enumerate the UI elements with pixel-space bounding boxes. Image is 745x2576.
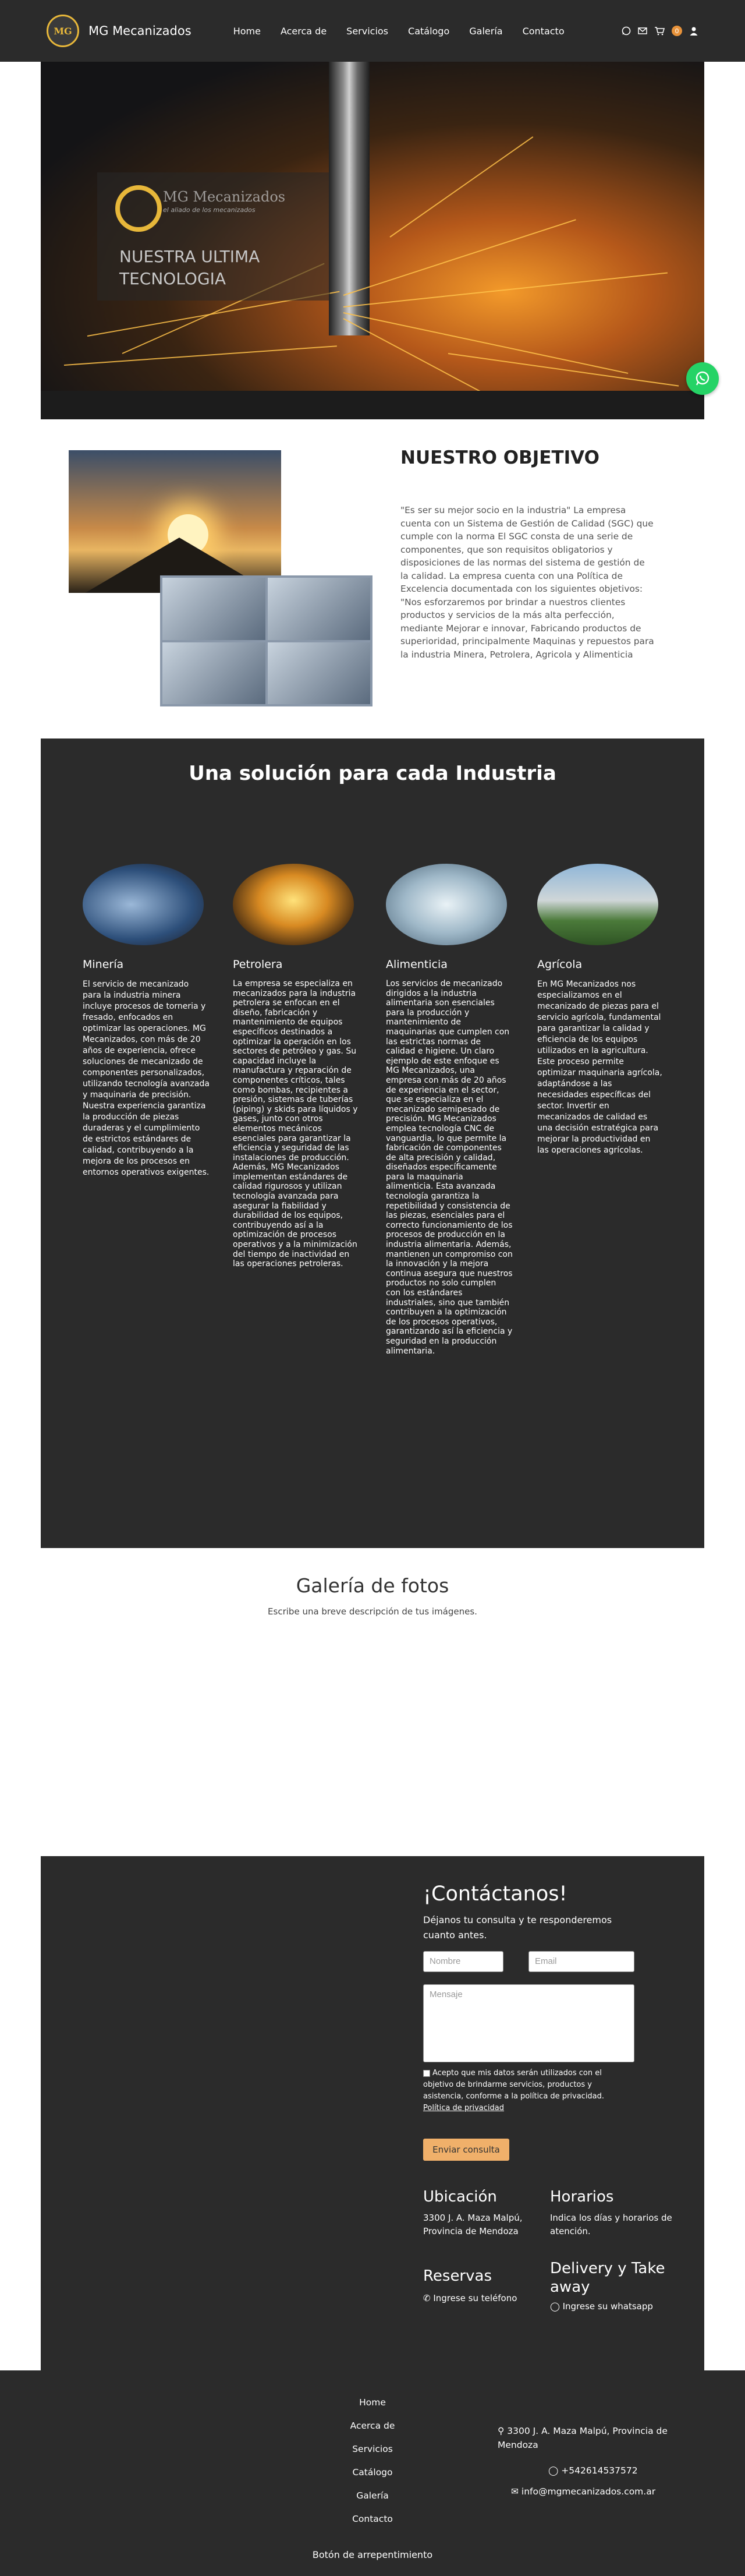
footer-link-contacto[interactable]: Contacto: [352, 2514, 393, 2524]
hero-tagline: el aliado de los mecanizados: [163, 206, 256, 214]
gear-icon: [115, 185, 162, 232]
nav-acerca-de[interactable]: Acerca de: [280, 25, 327, 37]
location-title: Ubicación: [423, 2188, 497, 2206]
industry-title: Una solución para cada Industria: [189, 762, 556, 785]
nav-home[interactable]: Home: [233, 25, 261, 37]
delivery-title: Delivery y Take away: [550, 2260, 665, 2296]
mail-icon[interactable]: [638, 27, 647, 35]
name-input[interactable]: Nombre: [423, 1951, 503, 1972]
mineria-image: [83, 864, 204, 945]
logo-text: MG: [54, 25, 72, 37]
footer-email-row: [511, 2485, 697, 2499]
delivery-text[interactable]: Ingrese su whatsapp: [562, 2301, 653, 2312]
industry-text: En MG Mecanizados nos especializamos en el mecanizado de piezas para el servicio agrícola, fundamental para garantizar la calidad y eficiencia de los equipos utilizados en la agricultura. Este proceso permite optimizar maquinaria agrícola, adaptándose a las necesidades específicas del sector. Invertir en mecanizados de calidad es una decisión estratégica para mejorar la productividad en las operaciones agrícolas.: [537, 980, 662, 1155]
footer-phone-row: [548, 2464, 688, 2478]
consent-text: Acepto que mis datos serán utilizados con el objetivo de brindarme servicios, productos y asistencia, conforme a la política de privacidad.: [423, 2069, 605, 2101]
gallery-title: Galería de fotos: [296, 1574, 449, 1597]
whatsapp-icon: ◯: [548, 2465, 562, 2476]
industry-section: [41, 738, 704, 1548]
industry-column-alimenticia: [386, 864, 513, 1356]
email-input[interactable]: Email: [528, 1951, 634, 1972]
consent-checkbox-row: [423, 2068, 621, 2114]
objective-title: NUESTRO OBJETIVO: [400, 447, 599, 468]
contact-section: [41, 1856, 704, 2372]
phone-icon: ✆: [423, 2293, 434, 2303]
user-icon[interactable]: [689, 26, 698, 36]
message-textarea[interactable]: Mensaje: [423, 1984, 634, 2062]
footer-phone[interactable]: +542614537572: [561, 2465, 638, 2476]
agricola-image: [537, 864, 658, 945]
industry-name: Petrolera: [233, 958, 283, 971]
nav-galeria[interactable]: Galería: [469, 25, 503, 37]
contact-subtitle: Déjanos tu consulta y te responderemos cuanto antes.: [423, 1914, 612, 1941]
alimenticia-image: [386, 864, 507, 945]
hero-watermark: MG Mecanizados: [163, 189, 286, 205]
industry-column-mineria: [83, 864, 210, 1178]
lathe-cylinder: [329, 62, 370, 335]
nav-catalogo[interactable]: Catálogo: [408, 25, 450, 37]
hero-image: [41, 62, 704, 391]
logo[interactable]: [47, 15, 79, 47]
hero-title: NUESTRA ULTIMA TECNOLOGIA: [119, 247, 260, 288]
industry-name: Minería: [83, 958, 124, 971]
footer-address: 3300 J. A. Maza Malpú, Provincia de Mendoza: [498, 2426, 668, 2450]
climbers-image: [69, 450, 281, 593]
industry-column-agricola: [537, 864, 664, 1156]
footer-address-row: [498, 2424, 672, 2452]
location-pin-icon: ⚲: [498, 2426, 508, 2436]
gallery-subtitle: Escribe una breve descripción de tus imágenes.: [268, 1606, 477, 1617]
cart-icon[interactable]: [654, 26, 665, 36]
objective-text: "Es ser su mejor socio en la industria" La empresa cuenta con un Sistema de Gestión de Calidad (SGC) que cumple con la norma El SGC consta de una serie de componentes, que son requisitos obligatorios y disposiciones de las normas del sistema de gestión de la calidad. La empresa cuenta con una Política de Excelencia documentada con los siguientes objetivos: "Nos esforzaremos por brindar a nuestros clientes productos y servicios de la más alta perfección, mediante Mejorar e innovar, Fabricando productos de superioridad, principalmente Maquinas y repuestos para la industria Minera, Petrolera, Agricola y Alimenticia: [400, 505, 654, 660]
nav-contacto[interactable]: Contacto: [522, 25, 565, 37]
brand-name[interactable]: MG Mecanizados: [88, 24, 191, 38]
whatsapp-icon: [694, 370, 711, 387]
footer-link-catalogo[interactable]: Catálogo: [352, 2467, 393, 2478]
privacy-policy-link[interactable]: Política de privacidad: [423, 2104, 504, 2112]
footer-email[interactable]: info@mgmecanizados.com.ar: [521, 2486, 656, 2497]
cart-count-badge: 0: [672, 26, 682, 36]
industry-text: El servicio de mecanizado para la industria minera incluye procesos de torneria y fresado, enfocados en optimizar las operaciones. MG Mecanizados, con más de 20 años de experiencia, ofrece soluciones de mecanizado de componentes personalizados, utilizando tecnología avanzada y maquinaria de precisión. Nuestra experiencia garantiza la producción de piezas duraderas y el cumplimiento de estrictos estándares de calidad, contribuyendo a la mejora de los procesos en entornos operativos exigentes.: [83, 980, 210, 1177]
whatsapp-float-button[interactable]: [686, 362, 719, 395]
contact-title: ¡Contáctanos!: [423, 1882, 567, 1906]
location-text: 3300 J. A. Maza Malpú, Provincia de Mendoza: [423, 2213, 523, 2236]
petrolera-image: [233, 864, 354, 945]
reservations-title: Reservas: [423, 2267, 492, 2285]
delivery-row: [550, 2300, 690, 2313]
submit-button[interactable]: Enviar consulta: [423, 2139, 509, 2161]
factory-collage-image: [160, 575, 372, 706]
footer-link-servicios[interactable]: Servicios: [352, 2444, 393, 2454]
consent-checkbox[interactable]: [423, 2070, 430, 2077]
industry-name: Alimenticia: [386, 958, 448, 971]
hours-text: Indica los días y horarios de atención.: [550, 2213, 672, 2236]
hero-banner: [41, 62, 704, 419]
reservations-row: [423, 2292, 545, 2305]
footer-link-acerca-de[interactable]: Acerca de: [350, 2420, 395, 2431]
main-nav: [233, 26, 565, 37]
nav-servicios[interactable]: Servicios: [346, 25, 389, 37]
hours-title: Horarios: [550, 2188, 614, 2206]
whatsapp-icon: ◯: [550, 2301, 563, 2312]
header: [0, 0, 745, 62]
industry-text: La empresa se especializa en mecanizados para la industria petrolera se enfocan en el diseño, fabricación y mantenimiento de equipos específicos destinados a optimizar la operación en los sectores de petróleo y gas. Su capacidad incluye la manufactura y reparación de componentes críticos, tales como bombas, recipientes a presión, sistemas de tuberías (piping) y skids para líquidos y gases, junto con otros elementos mecánicos esenciales para garantizar la eficiencia y seguridad de las instalaciones de producción. Además, MG Mecanizados implementan estándares de calidad rigurosos y utilizan tecnología avanzada para asegurar la fiabilidad y durabilidad de los equipos, contribuyendo así a la optimización de procesos operativos y a la minimización del tiempo de inactividad en las operaciones petroleras.: [233, 979, 358, 1269]
reservations-text[interactable]: Ingrese su teléfono: [433, 2293, 517, 2303]
industry-column-petrolera: [233, 864, 360, 1269]
footer-link-home[interactable]: Home: [359, 2397, 386, 2408]
footer: [0, 2370, 745, 2576]
mail-icon: ✉: [511, 2486, 522, 2497]
footer-link-galeria[interactable]: Galería: [356, 2490, 389, 2501]
whatsapp-icon[interactable]: [622, 26, 631, 36]
industry-name: Agrícola: [537, 958, 583, 971]
industry-text: Los servicios de mecanizado dirigidos a la industria alimentaria son esenciales para la producción y mantenimiento de maquinarias que cumplen con las estrictas normas de calidad e higiene. Un claro ejemplo de este enfoque es MG Mecanizados, una empresa con más de 20 años de experiencia en el sector, que se especializa en el mecanizado semipesado de precisión. MG Mecanizados emplea tecnología CNC de vanguardia, lo que permite la fabricación de componentes de alta precisión y calidad, diseñados específicamente para la maquinaria alimenticia. Esta avanzada tecnología garantiza la repetibilidad y consistencia de las piezas, esenciales para el correcto funcionamiento de los procesos de producción en la industria alimentaria. Además, mantienen un compromiso con la innovación y la mejora continua asegura que nuestros productos no solo cumplen con los estándares industriales, sino que también contribuyen a la optimización de los procesos operativos, garantizando así la eficiencia y seguridad en la producción alimentaria.: [386, 979, 513, 1356]
header-icons: [622, 26, 698, 36]
footer-back-button[interactable]: Botón de arrepentimiento: [312, 2549, 433, 2560]
